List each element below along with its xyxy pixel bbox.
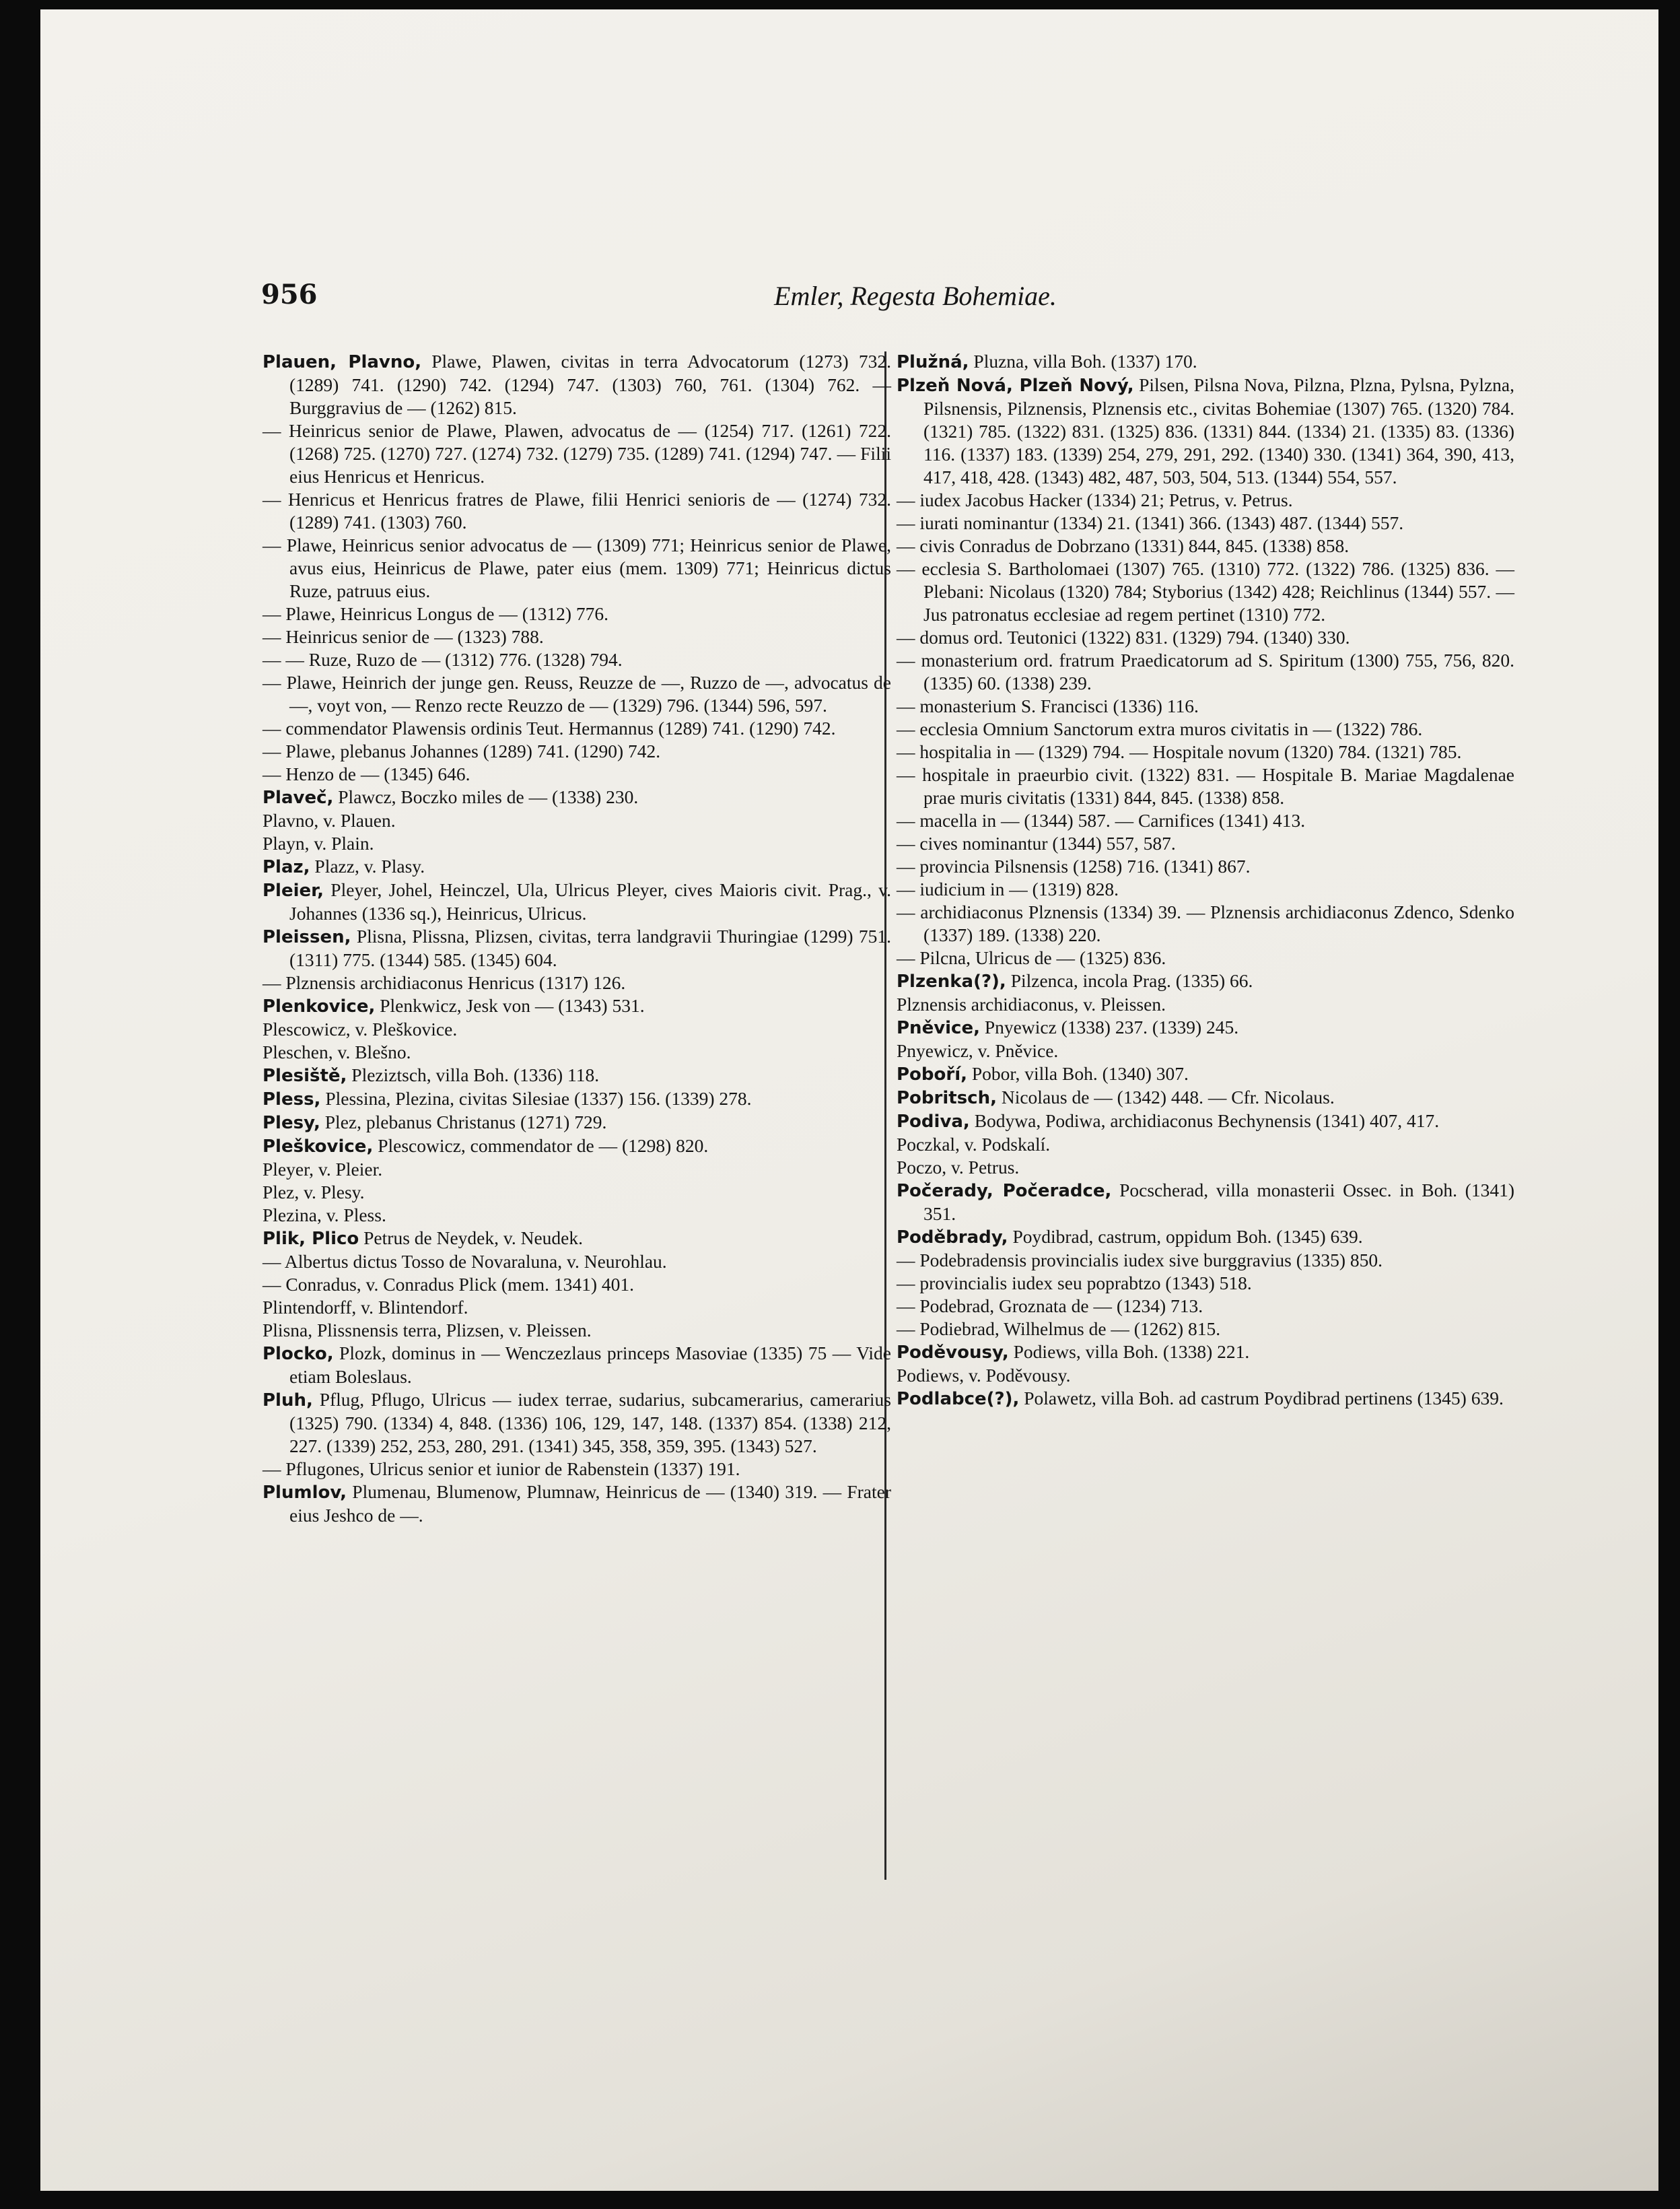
index-entry (262, 717, 891, 740)
index-entry (262, 832, 891, 855)
entry-text: Plescowicz, commendator de — (1298) 820. (373, 1135, 709, 1156)
right-column (897, 350, 1514, 1411)
entry-text: — domus ord. Teutonici (1322) 831. (1329) 794. (1340) 330. (897, 627, 1350, 648)
entry-headword: Plumlov, (262, 1483, 347, 1503)
index-entry (262, 1273, 891, 1296)
index-entry (897, 535, 1514, 557)
entry-headword: Plenkovice, (262, 996, 376, 1017)
index-entry (262, 671, 891, 717)
entry-text: Pflug, Pflugo, Ulricus — iudex terrae, sudarius, subcamerarius, camerarius (1325) 790. (1334) 4, 848. (1336) 106, 129, 147, 148. (1337) 854. (1338) 212, 227. (1339) 252, 253, 280, 291. (1341) 345, 358, 359, 395. (1343) 527. (289, 1389, 891, 1456)
index-entry (262, 1458, 891, 1481)
index-entry (897, 350, 1514, 374)
entry-text: Pleziztsch, villa Boh. (1336) 118. (347, 1064, 600, 1085)
index-entry (262, 488, 891, 534)
entry-headword: Plesiště, (262, 1066, 347, 1086)
entry-text: Nicolaus de — (1342) 448. — Cfr. Nicolaus. (996, 1087, 1335, 1108)
index-entry (262, 419, 891, 488)
index-entry (262, 350, 891, 419)
entry-text: — Albertus dictus Tosso de Novaraluna, v. Neurohlau. (262, 1251, 667, 1272)
index-entry (262, 534, 891, 603)
entry-text: Plisna, Plissna, Plizsen, civitas, terra landgravii Thuringiae (1299) 751. (1311) 775. (1344) 585. (1345) 604. (289, 926, 891, 970)
entry-text: Pleyer, Johel, Heinczel, Ula, Ulricus Pleyer, cives Maioris civit. Prag., v. Johannes (1336 sq.), Heinricus, Ulricus. (289, 879, 891, 924)
entry-text: — Heinricus senior de — (1323) 788. (262, 626, 544, 647)
index-entry (262, 1158, 891, 1181)
index-entry (262, 925, 891, 972)
entry-text: Pilzenca, incola Prag. (1335) 66. (1006, 970, 1253, 991)
entry-text: — hospitalia in — (1329) 794. — Hospitale novum (1320) 784. (1321) 785. (897, 741, 1462, 762)
index-entry (262, 1181, 891, 1204)
entry-headword: Podiva, (897, 1112, 970, 1132)
entry-text: Plessina, Plezina, civitas Silesiae (1337) 156. (1339) 278. (320, 1088, 752, 1109)
index-entry (897, 741, 1514, 763)
index-entry (897, 855, 1514, 878)
index-entry (897, 1086, 1514, 1110)
entry-text: Plavno, v. Plauen. (262, 810, 396, 831)
entry-text: — Podiebrad, Wilhelmus de — (1262) 815. (897, 1318, 1221, 1339)
index-entry (262, 1204, 891, 1227)
entry-headword: Poboří, (897, 1064, 968, 1085)
index-entry (897, 763, 1514, 809)
index-entry (897, 695, 1514, 718)
entry-headword: Pleier, (262, 881, 324, 901)
entry-text: — provincialis iudex seu poprabtzo (1343) 518. (897, 1272, 1252, 1293)
index-entry (897, 1062, 1514, 1086)
index-entry (262, 1342, 891, 1388)
index-entry (262, 1018, 891, 1041)
index-entry (262, 1134, 891, 1158)
index-entry (897, 1040, 1514, 1062)
entry-text: Plazz, v. Plasy. (310, 856, 425, 877)
index-entry (897, 1179, 1514, 1225)
entry-text: — provincia Pilsnensis (1258) 716. (1341) 867. (897, 856, 1251, 877)
index-entry (897, 1295, 1514, 1318)
index-entry (262, 763, 891, 786)
entry-text: Plezina, v. Pless. (262, 1204, 386, 1225)
entry-text: Plisna, Plissnensis terra, Plizsen, v. Pleissen. (262, 1320, 592, 1340)
index-entry (262, 603, 891, 625)
entry-text: Pleschen, v. Blešno. (262, 1042, 411, 1062)
entry-text: — monasterium S. Francisci (1336) 116. (897, 695, 1199, 716)
index-entry (897, 947, 1514, 970)
entry-headword: Podlabce(?), (897, 1389, 1020, 1409)
entry-text: Plez, plebanus Christanus (1271) 729. (320, 1112, 607, 1132)
entry-text: Podiews, v. Poděvousy. (897, 1365, 1071, 1386)
index-entry (897, 1016, 1514, 1040)
entry-headword: Plauen, Plavno, (262, 352, 422, 372)
left-column (262, 350, 891, 1527)
index-entry (262, 855, 891, 879)
entry-text: — ecclesia S. Bartholomaei (1307) 765. (1310) 772. (1322) 786. (1325) 836. — Plebani: Nicolaus (1320) 784; Styborius (1342) 428; Reichlinus (1344) 557. — Jus patronatus ecclesiae ad regem pertinet (1310) 772. (897, 558, 1514, 625)
entry-headword: Pleškovice, (262, 1136, 374, 1157)
entry-text: Plenkwicz, Jesk von — (1343) 531. (375, 995, 645, 1016)
index-entry (262, 740, 891, 763)
entry-headword: Poděbrady, (897, 1227, 1008, 1248)
entry-text: — iudicium in — (1319) 828. (897, 879, 1119, 899)
index-entry (897, 1340, 1514, 1364)
entry-headword: Plužná, (897, 352, 969, 372)
entry-headword: Pluh, (262, 1390, 313, 1411)
entry-text: — civis Conradus de Dobrzano (1331) 844, 845. (1338) 858. (897, 535, 1350, 556)
entry-text: — Henricus et Henricus fratres de Plawe, filii Henrici senioris de — (1274) 732. (1289) 741. (1303) 760. (262, 489, 891, 533)
entry-text: Pocscherad, villa monasterii Ossec. in Boh. (1341) 351. (923, 1180, 1514, 1224)
index-entry (897, 626, 1514, 649)
document-page (40, 9, 1658, 2191)
entry-headword: Plaveč, (262, 788, 334, 808)
entry-text: Plescowicz, v. Pleškovice. (262, 1019, 458, 1040)
entry-text: Poczkal, v. Podskalí. (897, 1134, 1051, 1155)
entry-text: — Plawe, Heinricus Longus de — (1312) 776. (262, 603, 609, 624)
index-entry (897, 878, 1514, 901)
index-entry (262, 1227, 891, 1250)
index-entry (262, 625, 891, 648)
entry-text: Pnyewicz, v. Pněvice. (897, 1040, 1059, 1061)
entry-text: Bodywa, Podiwa, archidiaconus Bechynensis (1341) 407, 417. (969, 1110, 1440, 1131)
entry-text: — Pflugones, Ulricus senior et iunior de Rabenstein (1337) 191. (262, 1458, 740, 1479)
index-entry (262, 1319, 891, 1342)
entry-headword: Plzenka(?), (897, 972, 1006, 992)
index-entry (262, 972, 891, 994)
index-entry (897, 1110, 1514, 1133)
entry-text: Plintendorff, v. Blintendorf. (262, 1297, 468, 1318)
index-entry (897, 1272, 1514, 1295)
index-entry (262, 1250, 891, 1273)
index-entry (897, 718, 1514, 741)
entry-text: — Podebradensis provincialis iudex sive burggravius (1335) 850. (897, 1250, 1383, 1270)
index-entry (897, 832, 1514, 855)
page-number: 956 (261, 279, 318, 310)
entry-text: Plznensis archidiaconus, v. Pleissen. (897, 994, 1166, 1015)
index-entry (262, 1041, 891, 1064)
entry-text: Pobor, villa Boh. (1340) 307. (967, 1063, 1189, 1084)
index-entry (897, 1249, 1514, 1272)
index-entry (897, 512, 1514, 535)
entry-text: Plez, v. Plesy. (262, 1182, 365, 1202)
index-entry (897, 374, 1514, 489)
entry-text: — — Ruze, Ruzo de — (1312) 776. (1328) 794. (262, 649, 623, 670)
index-entry (897, 649, 1514, 695)
entry-text: — iurati nominantur (1334) 21. (1341) 366. (1343) 487. (1344) 557. (897, 512, 1404, 533)
index-entry (897, 1364, 1514, 1387)
entry-text: — iudex Jacobus Hacker (1334) 21; Petrus, v. Petrus. (897, 489, 1293, 510)
entry-text: Plumenau, Blumenow, Plumnaw, Heinricus de — (1340) 319. — Frater eius Jeshco de —. (289, 1481, 891, 1526)
entry-text: Plozk, dominus in — Wenczezlaus princeps Masoviae (1335) 75 — Vide etiam Boleslaus. (289, 1343, 891, 1387)
entry-text: Podiews, villa Boh. (1338) 221. (1008, 1341, 1250, 1362)
entry-text: — macella in — (1344) 587. — Carnifices (1341) 413. (897, 810, 1306, 831)
index-entry (897, 993, 1514, 1016)
index-entry (262, 1388, 891, 1458)
index-entry (262, 1064, 891, 1087)
index-entry (262, 1111, 891, 1134)
entry-headword: Plocko, (262, 1344, 334, 1364)
index-entry (262, 809, 891, 832)
entry-headword: Počerady, Počeradce, (897, 1181, 1112, 1201)
entry-text: Pleyer, v. Pleier. (262, 1159, 383, 1180)
index-entry (897, 809, 1514, 832)
entry-text: — monasterium ord. fratrum Praedicatorum ad S. Spiritum (1300) 755, 756, 820. (1335) 60. (1338) 239. (897, 650, 1514, 693)
entry-headword: Plaz, (262, 857, 310, 877)
entry-text: — Plznensis archidiaconus Henricus (1317) 126. (262, 972, 626, 993)
entry-text: Poydibrad, castrum, oppidum Boh. (1345) 639. (1008, 1226, 1363, 1247)
entry-text: — Plawe, Heinrich der junge gen. Reuss, Reuzze de —, Ruzzo de —, advocatus de —, voyt von, — Renzo recte Reuzzo de — (1329) 796. (1344) 596, 597. (262, 672, 891, 716)
entry-text: — Henzo de — (1345) 646. (262, 763, 470, 784)
entry-headword: Poděvousy, (897, 1343, 1009, 1363)
entry-text: Playn, v. Plain. (262, 833, 374, 854)
entry-text: — Conradus, v. Conradus Plick (mem. 1341) 401. (262, 1274, 634, 1295)
entry-text: — Heinricus senior de Plawe, Plawen, advocatus de — (1254) 717. (1261) 722. (1268) 725. (1270) 727. (1274) 732. (1279) 735. (1289) 741. (1294) 747. — Filii eius Henricus et Henricus. (262, 420, 891, 487)
index-entry (262, 879, 891, 925)
entry-headword: Pleissen, (262, 927, 351, 947)
entry-headword: Pněvice, (897, 1018, 980, 1038)
entry-headword: Plesy, (262, 1113, 320, 1133)
index-entry (262, 786, 891, 809)
entry-headword: Plzeň Nová, Plzeň Nový, (897, 376, 1134, 396)
index-entry (897, 1133, 1514, 1156)
entry-text: Plawcz, Boczko miles de — (1338) 230. (333, 786, 639, 807)
entry-text: — cives nominantur (1344) 557, 587. (897, 833, 1176, 854)
entry-text: — Podebrad, Groznata de — (1234) 713. (897, 1295, 1203, 1316)
entry-text: Pilsen, Pilsna Nova, Pilzna, Plzna, Pylsna, Pylzna, Pilsnensis, Pilznensis, Plznensis etc., civitas Bohemiae (1307) 765. (1320) 784. (1321) 785. (1322) 831. (1325) 836. (1331) 844. (1334) 21. (1335) 83. (1336) 116. (1337) 183. (1339) 254, 279, 291, 292. (1340) 330. (1341) 364, 390, 413, 417, 418, 428. (1343) 482, 487, 503, 504, 513. (1344) 554, 557. (923, 374, 1514, 487)
index-entry (897, 1387, 1514, 1411)
index-entry (897, 1156, 1514, 1179)
running-title: Emler, Regesta Bohemiae. (774, 281, 1057, 311)
entry-text: — hospitale in praeurbio civit. (1322) 831. — Hospitale B. Mariae Magdalenae prae muris civitatis (1331) 844, 845. (1338) 858. (897, 764, 1514, 808)
entry-text: Polawetz, villa Boh. ad castrum Poydibrad pertinens (1345) 639. (1019, 1388, 1504, 1408)
entry-headword: Plik, Plico (262, 1229, 359, 1249)
entry-text: — Plawe, plebanus Johannes (1289) 741. (1290) 742. (262, 741, 661, 761)
index-entry (897, 1225, 1514, 1249)
entry-text: Pluzna, villa Boh. (1337) 170. (969, 351, 1197, 372)
entry-text: Poczo, v. Petrus. (897, 1157, 1020, 1178)
index-entry (897, 901, 1514, 947)
index-entry (897, 970, 1514, 993)
index-entry (897, 557, 1514, 626)
entry-text: — Pilcna, Ulricus de — (1325) 836. (897, 947, 1166, 968)
entry-headword: Pless, (262, 1089, 321, 1110)
index-entry (262, 1296, 891, 1319)
entry-text: — Plawe, Heinricus senior advocatus de — (1309) 771; Heinricus senior de Plawe, avus eius, Heinricus de Plawe, pater eius (mem. 1309) 771; Heinricus dictus Ruze, patruus eius. (262, 535, 891, 601)
index-entry (262, 994, 891, 1018)
entry-text: Plawe, Plawen, civitas in terra Advocatorum (1273) 732. (1289) 741. (1290) 742. (1294) 747. (1303) 760, 761. (1304) 762. — Burggravius de — (1262) 815. (289, 351, 891, 418)
entry-text: Petrus de Neydek, v. Neudek. (359, 1227, 583, 1248)
entry-text: Pnyewicz (1338) 237. (1339) 245. (979, 1017, 1239, 1038)
index-entry (897, 489, 1514, 512)
index-entry (262, 648, 891, 671)
entry-text: — archidiaconus Plznensis (1334) 39. — Plznensis archidiaconus Zdenco, Sdenko (1337) 189. (1338) 220. (897, 902, 1514, 945)
index-entry (262, 1087, 891, 1111)
index-entry (262, 1481, 891, 1527)
entry-text: — ecclesia Omnium Sanctorum extra muros civitatis in — (1322) 786. (897, 718, 1423, 739)
entry-text: — commendator Plawensis ordinis Teut. Hermannus (1289) 741. (1290) 742. (262, 718, 836, 739)
index-entry (897, 1318, 1514, 1340)
entry-headword: Pobritsch, (897, 1088, 997, 1108)
